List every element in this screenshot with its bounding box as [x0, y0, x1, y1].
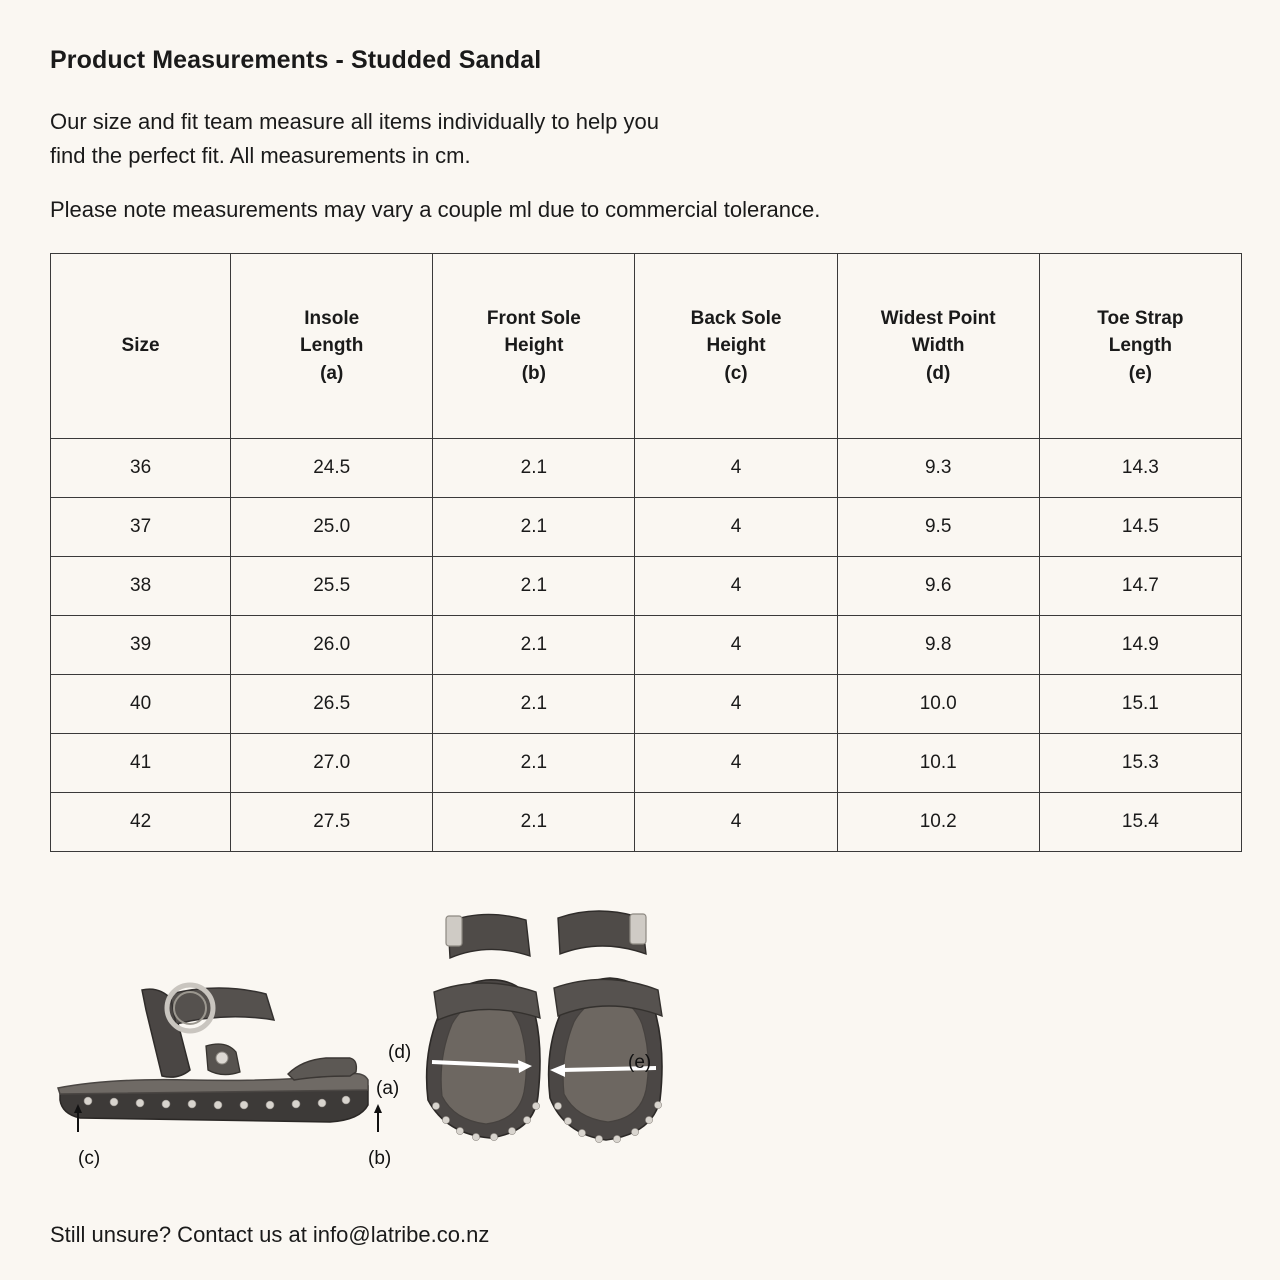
sandal-side-view	[58, 985, 382, 1132]
cell-insole-length: 25.5	[231, 557, 433, 616]
sandal-illustration	[50, 900, 1242, 1200]
sandal-diagram	[50, 900, 1242, 1200]
cell-front-sole-height: 2.1	[433, 734, 635, 793]
cell-front-sole-height: 2.1	[433, 498, 635, 557]
cell-size: 37	[51, 498, 231, 557]
intro-line-2: find the perfect fit. All measurements in cm.	[50, 143, 471, 169]
column-header-size: Size	[51, 254, 231, 439]
page-title: Product Measurements - Studded Sandal	[50, 46, 542, 74]
table-header-row	[51, 254, 1242, 439]
table-body	[51, 439, 1242, 852]
cell-toe-strap-length: 14.7	[1039, 557, 1241, 616]
cell-back-sole-height: 4	[635, 675, 837, 734]
cell-toe-strap-length: 15.3	[1039, 734, 1241, 793]
cell-toe-strap-length: 15.4	[1039, 793, 1241, 852]
cell-widest-point-width: 10.1	[837, 734, 1039, 793]
cell-size: 41	[51, 734, 231, 793]
table-header	[51, 254, 1242, 439]
intro-text	[50, 105, 1230, 173]
label-b: (b)	[368, 1148, 392, 1170]
column-header-front-sole-height: Front Sole Height (b)	[433, 254, 635, 439]
cell-front-sole-height: 2.1	[433, 793, 635, 852]
table-row	[51, 616, 1242, 675]
intro-line-1: Our size and fit team measure all items individually to help you	[50, 109, 659, 134]
cell-size: 40	[51, 675, 231, 734]
cell-front-sole-height: 2.1	[433, 675, 635, 734]
cell-insole-length: 26.0	[231, 616, 433, 675]
measurements-table	[50, 253, 1242, 852]
cell-front-sole-height: 2.1	[433, 557, 635, 616]
table-row	[51, 793, 1242, 852]
label-a: (a)	[376, 1078, 400, 1100]
table-row	[51, 439, 1242, 498]
tolerance-note: Please note measurements may vary a couple ml due to commercial tolerance.	[50, 197, 821, 223]
cell-insole-length: 24.5	[231, 439, 433, 498]
contact-footer: Still unsure? Contact us at info@latribe.co.nz	[50, 1222, 490, 1248]
cell-front-sole-height: 2.1	[433, 439, 635, 498]
cell-widest-point-width: 9.3	[837, 439, 1039, 498]
cell-insole-length: 26.5	[231, 675, 433, 734]
cell-widest-point-width: 10.2	[837, 793, 1039, 852]
cell-insole-length: 25.0	[231, 498, 433, 557]
cell-insole-length: 27.5	[231, 793, 433, 852]
sandal-front-view	[427, 911, 662, 1143]
cell-widest-point-width: 9.8	[837, 616, 1039, 675]
cell-size: 36	[51, 439, 231, 498]
cell-size: 39	[51, 616, 231, 675]
label-e: (e)	[628, 1052, 652, 1074]
cell-size: 42	[51, 793, 231, 852]
cell-toe-strap-length: 14.5	[1039, 498, 1241, 557]
cell-back-sole-height: 4	[635, 734, 837, 793]
table-row	[51, 557, 1242, 616]
cell-widest-point-width: 9.6	[837, 557, 1039, 616]
table-row	[51, 675, 1242, 734]
cell-back-sole-height: 4	[635, 616, 837, 675]
cell-back-sole-height: 4	[635, 439, 837, 498]
cell-toe-strap-length: 14.3	[1039, 439, 1241, 498]
cell-toe-strap-length: 15.1	[1039, 675, 1241, 734]
table-row	[51, 734, 1242, 793]
cell-back-sole-height: 4	[635, 557, 837, 616]
label-d: (d)	[388, 1042, 412, 1064]
cell-front-sole-height: 2.1	[433, 616, 635, 675]
cell-back-sole-height: 4	[635, 793, 837, 852]
table-row	[51, 498, 1242, 557]
cell-size: 38	[51, 557, 231, 616]
column-header-insole-length: Insole Length (a)	[231, 254, 433, 439]
column-header-back-sole-height: Back Sole Height (c)	[635, 254, 837, 439]
cell-insole-length: 27.0	[231, 734, 433, 793]
column-header-widest-point-width: Widest Point Width (d)	[837, 254, 1039, 439]
cell-toe-strap-length: 14.9	[1039, 616, 1241, 675]
cell-widest-point-width: 10.0	[837, 675, 1039, 734]
label-c: (c)	[78, 1148, 101, 1170]
cell-back-sole-height: 4	[635, 498, 837, 557]
column-header-toe-strap-length: Toe Strap Length (e)	[1039, 254, 1241, 439]
cell-widest-point-width: 9.5	[837, 498, 1039, 557]
